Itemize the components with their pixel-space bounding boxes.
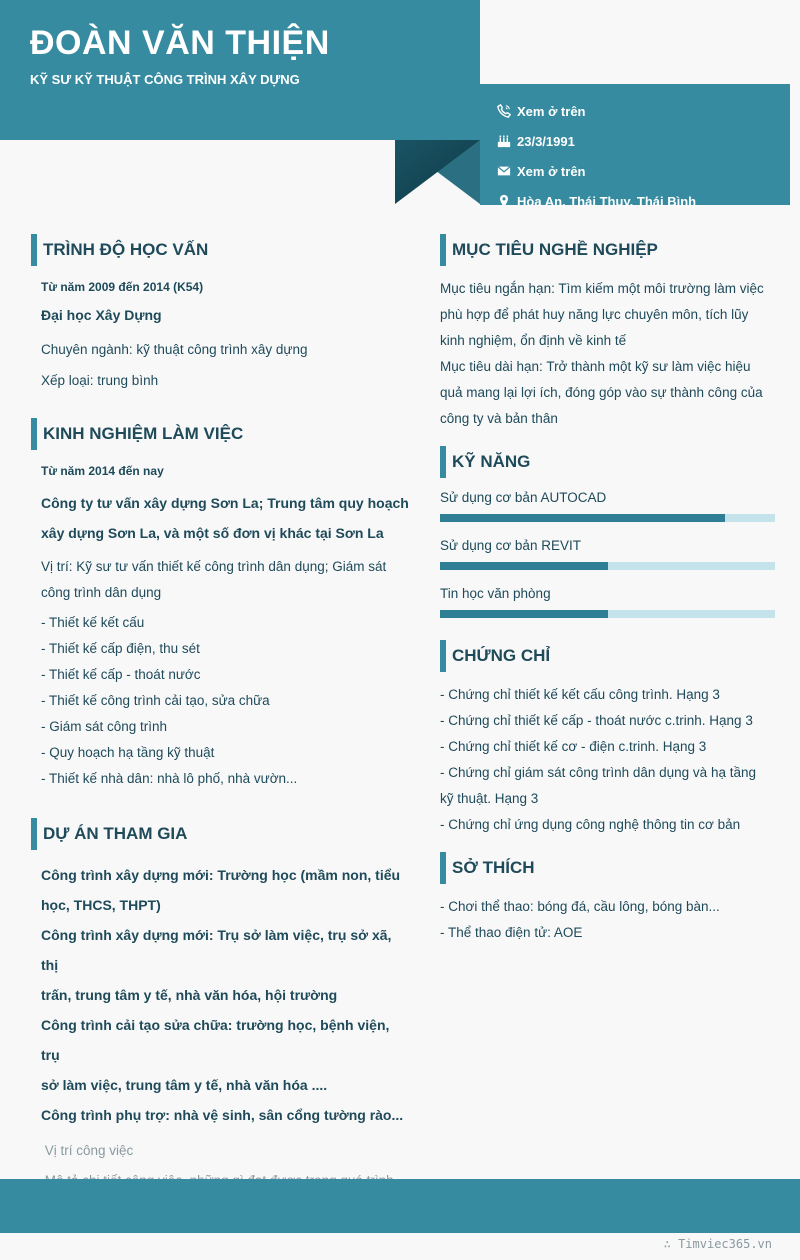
duty-item: - Thiết kế nhà dân: nhà lô phố, nhà vườn... <box>41 771 298 786</box>
skills-heading: KỸ NĂNG <box>440 446 775 478</box>
objective-line: công ty và bản thân <box>440 411 558 426</box>
skill-label: Sử dụng cơ bản AUTOCAD <box>440 490 607 505</box>
certificates-heading: CHỨNG CHỈ <box>440 640 775 672</box>
contact-birthday <box>497 126 787 156</box>
projects-heading: DỰ ÁN THAM GIA <box>31 818 411 850</box>
hobbies-section <box>440 894 775 946</box>
contact-phone <box>497 96 787 126</box>
objective-line: Mục tiêu dài hạn: Trở thành một kỹ sư làm việc hiệu <box>440 359 751 374</box>
placeholder-position: Vị trí công việc <box>41 1143 134 1158</box>
duty-item: - Thiết kế cấp điện, thu sét <box>41 641 200 656</box>
skill-bar-fill <box>440 514 725 522</box>
experience-date: Từ năm 2014 đến nay <box>41 464 164 478</box>
ribbon-fold <box>395 140 480 204</box>
duty-item: - Quy hoạch hạ tầng kỹ thuật <box>41 745 215 760</box>
hobby-line: - Thể thao điện tử: AOE <box>440 925 583 940</box>
certificate-line: - Chứng chỉ thiết kế cơ - điện c.trinh. Hạng 3 <box>440 739 707 754</box>
objective-line: quả mang lại lợi ích, đóng góp vào sự thành công của <box>440 385 763 400</box>
project-line: Công trình xây dựng mới: Trụ sở làm việc, trụ sở xã, thị <box>41 927 392 973</box>
contact-email-text: Xem ở trên <box>517 163 586 179</box>
project-line: học, THCS, THPT) <box>41 897 161 913</box>
duty-item: - Thiết kế kết cấu <box>41 615 145 630</box>
experience-position-line: Vị trí: Kỹ sư tư vấn thiết kế công trình dân dụng; Giám sát <box>41 559 387 574</box>
project-line: Công trình xây dựng mới: Trường học (mầm non, tiểu <box>41 867 401 883</box>
left-column <box>31 234 411 1220</box>
objective-line: Mục tiêu ngắn hạn: Tìm kiếm một môi trường làm việc <box>440 281 764 296</box>
map-marker-icon <box>497 194 517 208</box>
certificate-line: kỹ thuật. Hạng 3 <box>440 791 539 806</box>
skill-bar-fill <box>440 610 608 618</box>
candidate-name: ĐOÀN VĂN THIỆN <box>30 24 330 62</box>
skill-bar <box>440 514 775 522</box>
project-line: trấn, trung tâm y tế, nhà văn hóa, hội trường <box>41 987 338 1003</box>
education-grade: Xếp loại: trung bình <box>41 373 159 388</box>
education-date: Từ năm 2009 đến 2014 (K54) <box>41 280 204 294</box>
experience-duties <box>41 610 411 792</box>
certificate-line: - Chứng chỉ thiết kế cấp - thoát nước c.trinh. Hạng 3 <box>440 713 753 728</box>
experience-section <box>31 460 411 792</box>
education-heading: TRÌNH ĐỘ HỌC VẤN <box>31 234 411 266</box>
skill-bar <box>440 610 775 618</box>
skill-label: Tin học văn phòng <box>440 586 551 601</box>
contact-email <box>497 156 787 186</box>
contact-address-text: Hòa An, Thái Thụy, Thái Bình <box>517 193 697 209</box>
footer-band <box>0 1179 800 1233</box>
contact-list <box>497 96 787 216</box>
right-column <box>440 234 775 946</box>
education-section <box>31 276 411 396</box>
duty-item: - Giám sát công trình <box>41 719 168 734</box>
experience-heading: KINH NGHIỆM LÀM VIỆC <box>31 418 411 450</box>
skill-label: Sử dụng cơ bản REVIT <box>440 538 581 553</box>
watermark-logo: ∴ Timviec365.vn <box>663 1237 772 1251</box>
objective-heading: MỤC TIÊU NGHỀ NGHIỆP <box>440 234 775 266</box>
experience-company <box>41 488 411 548</box>
duty-item: - Thiết kế công trình cải tạo, sửa chữa <box>41 693 270 708</box>
project-line: Công trình cải tạo sửa chữa: trường học, bệnh viện, trụ <box>41 1017 390 1063</box>
contact-birthday-text: 23/3/1991 <box>517 133 575 149</box>
certificate-line: - Chứng chỉ thiết kế kết cấu công trình. Hạng 3 <box>440 687 720 702</box>
education-major: Chuyên ngành: kỹ thuật công trình xây dựng <box>41 342 308 357</box>
certificate-line: - Chứng chỉ ứng dụng công nghệ thông tin cơ bản <box>440 817 741 832</box>
hobby-line: - Chơi thể thao: bóng đá, cầu lông, bóng bàn... <box>440 899 720 914</box>
objective-line: phù hợp để phát huy năng lực chuyên môn, tích lũy <box>440 307 749 322</box>
objective-section <box>440 276 775 432</box>
skill-bar <box>440 562 775 570</box>
phone-icon <box>497 104 517 118</box>
candidate-title: KỸ SƯ KỸ THUẬT CÔNG TRÌNH XÂY DỰNG <box>30 72 300 87</box>
experience-position <box>41 554 411 606</box>
skill-bar-fill <box>440 562 608 570</box>
contact-phone-text: Xem ở trên <box>517 103 586 119</box>
project-list <box>41 860 411 1130</box>
envelope-icon <box>497 164 517 178</box>
projects-section <box>31 860 411 1220</box>
duty-item: - Thiết kế cấp - thoát nước <box>41 667 201 682</box>
certificate-line: - Chứng chỉ giám sát công trình dân dụng và hạ tầng <box>440 765 756 780</box>
contact-address <box>497 186 787 216</box>
experience-position-line: công trình dân dụng <box>41 585 162 600</box>
skills-section <box>440 488 775 618</box>
birthday-cake-icon <box>497 134 517 148</box>
hobbies-heading: SỞ THÍCH <box>440 852 775 884</box>
experience-company-line: xây dựng Sơn La, và một số đơn vị khác tại Sơn La <box>41 525 384 541</box>
experience-company-line: Công ty tư vấn xây dựng Sơn La; Trung tâm quy hoạch <box>41 495 409 511</box>
project-line: sở làm việc, trung tâm y tế, nhà văn hóa .... <box>41 1077 328 1093</box>
education-school: Đại học Xây Dựng <box>41 307 162 323</box>
header-banner-extension <box>395 84 480 140</box>
objective-line: kinh nghiệm, ổn định về kinh tế <box>440 333 627 348</box>
certificates-section <box>440 682 775 838</box>
project-line: Công trình phụ trợ: nhà vệ sinh, sân cổng tường rào... <box>41 1107 404 1123</box>
